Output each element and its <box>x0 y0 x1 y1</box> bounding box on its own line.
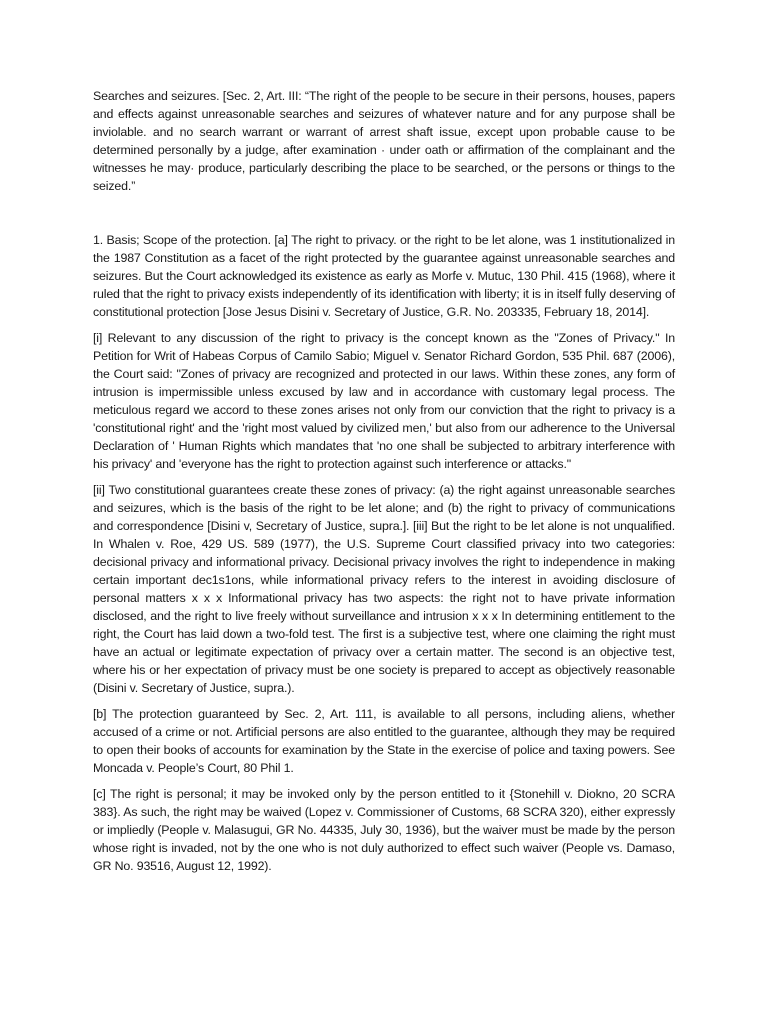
paragraph-protection-scope: [b] The protection guaranteed by Sec. 2, Art. 111, is available to all persons, including aliens, whether accused of a crime or not. Artificial persons are also entitled to the guarantee, although they may be required to open their books of accounts for examination by the State in the exercise of police and taxing powers. See Moncada v. People’s Court, 80 Phil 1. <box>93 707 675 775</box>
paragraph-basis-scope: 1. Basis; Scope of the protection. [a] The right to privacy. or the right to be let alone, was 1 institutionalized in the 1987 Constitution as a facet of the right protected by the guarantee against unreasonable searches and seizures. But the Court acknowledged its existence as early as Morfe v. Mutuc, 130 Phil. 415 (1968), where it ruled that the right to privacy exists independently of its identification with liberty; it is in itself fully deserving of constitutional protection [Jose Jesus Disini v. Secretary of Justice, G.R. No. 203335, February 18, 2014]. <box>93 233 675 319</box>
paragraph-zones-of-privacy: [i] Relevant to any discussion of the right to privacy is the concept known as the "Zones of Privacy." In Petition for Writ of Habeas Corpus of Camilo Sabio; Miguel v. Senator Richard Gordon, 535 Phil. 687 (2006), the Court said: "Zones of privacy are recognized and protected in our laws. Within these zones, any form of intrusion is impermissible unless excused by law and in accordance with customary legal process. The meticulous regard we accord to these zones arises not only from our conviction that the right to privacy is a 'constitutional right' and the 'right most valued by civilized men,' but also from our adherence to the Universal Declaration of ' Human Rights which mandates that 'no one shall be subjected to arbitrary interference with his privacy' and 'everyone has the right to protection against such interference or attacks." <box>93 331 675 471</box>
document-page <box>93 87 675 883</box>
intro-paragraph: Searches and seizures. [Sec. 2, Art. III: “The right of the people to be secure in their persons, houses, papers and effects against unreasonable searches and seizures of whatever nature and for any purpose shall be inviolable. and no search warrant or warrant of arrest shaft issue, except upon probable cause to be determined personally by a judge, after examination · under oath or affirmation of the complainant and the witnesses he may· produce, particularly describing the place to be searched, or the persons or things to the seized.” <box>93 89 675 193</box>
paragraph-personal-right: [c] The right is personal; it may be invoked only by the person entitled to it {Stonehill v. Diokno, 20 SCRA 383}. As such, the right may be waived (Lopez v. Commissioner of Customs, 68 SCRA 320), either expressly or impliedly (People v. Malasugui, GR No. 44335, July 30, 1936), but the waiver must be made by the person whose right is invaded, not by the one who is not duly authorized to effect such waiver (People vs. Damaso, GR No. 93516, August 12, 1992). <box>93 787 675 873</box>
paragraph-constitutional-guarantees: [ii] Two constitutional guarantees create these zones of privacy: (a) the right against unreasonable searches and seizures, which is the basis of the right to be let alone; and (b) the right to privacy of communications and correspondence [Disini v, Secretary of Justice, supra.]. [iii] But the right to be let alone is not unqualified. In Whalen v. Roe, 429 US. 589 (1977), the U.S. Supreme Court classified privacy into two categories: decisional privacy and informational privacy. Decisional privacy involves the right to independence in making certain important dec1s1ons, while informational privacy refers to the interest in avoiding disclosure of personal matters x x x Informational privacy has two aspects: the right not to have private information disclosed, and the right to live freely without surveillance and intrusion x x x In determining entitlement to the right, the Court has laid down a two-fold test. The first is a subjective test, where one claiming the right must have an actual or legitimate expectation of privacy over a certain matter. The second is an objective test, where his or her expectation of privacy must be one society is prepared to accept as objectively reasonable (Disini v. Secretary of Justice, supra.). <box>93 483 675 695</box>
